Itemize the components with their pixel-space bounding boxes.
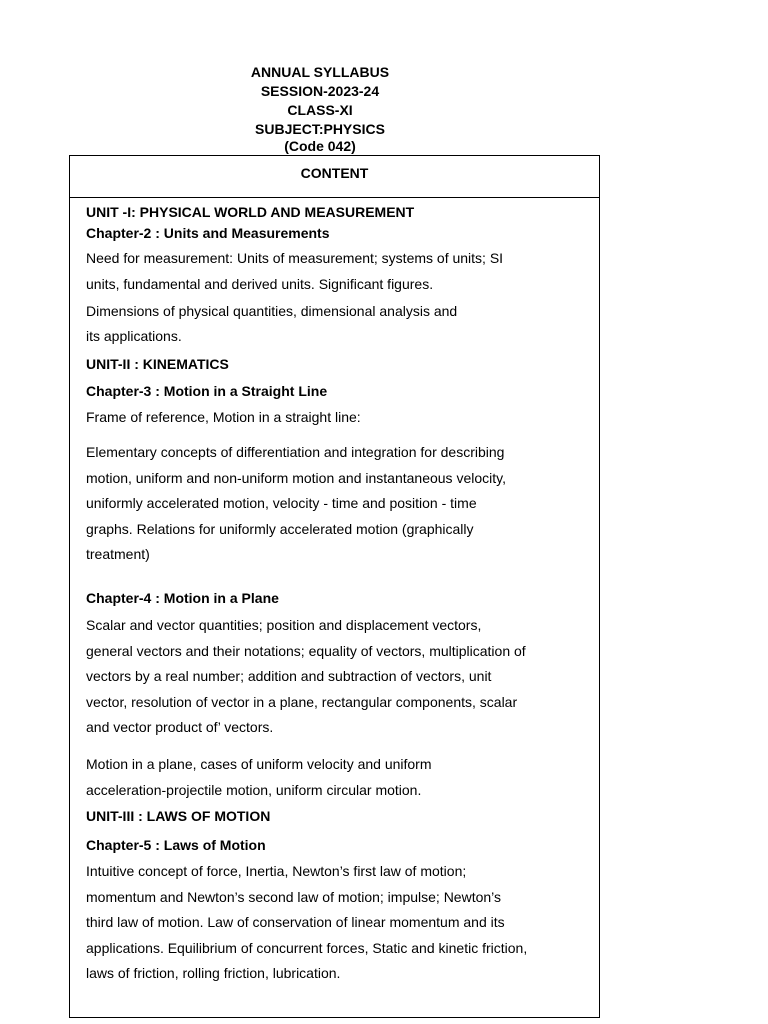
chapter-3-text-line: graphs. Relations for uniformly accelerated motion (graphically xyxy=(86,521,474,537)
header-title: ANNUAL SYLLABUS xyxy=(250,64,390,80)
chapter-4-text-line: acceleration-projectile motion, uniform circular motion. xyxy=(86,782,422,798)
unit-1-text-line: Dimensions of physical quantities, dimensional analysis and xyxy=(86,303,458,319)
chapter-4-text-line: and vector product of’ vectors. xyxy=(86,719,274,735)
chapter-4-text-line: Scalar and vector quantities; position and displacement vectors, xyxy=(86,617,482,633)
chapter-5-text-line: momentum and Newton’s second law of motion; impulse; Newton’s xyxy=(86,889,502,905)
header-session: SESSION-2023-24 xyxy=(260,83,380,99)
chapter-3-text-line: treatment) xyxy=(86,546,150,562)
unit-1-text-line: Need for measurement: Units of measurement; systems of units; SI xyxy=(86,250,504,266)
chapter-3-title: Chapter-3 : Motion in a Straight Line xyxy=(86,383,328,399)
header-class: CLASS-XI xyxy=(287,102,353,118)
document-header xyxy=(200,63,440,154)
chapter-4-text-line: Motion in a plane, cases of uniform velocity and uniform xyxy=(86,756,432,772)
chapter-4-text-line: general vectors and their notations; equality of vectors, multiplication of xyxy=(86,643,526,659)
unit-2-title: UNIT-II : KINEMATICS xyxy=(86,356,229,372)
chapter-5-title: Chapter-5 : Laws of Motion xyxy=(86,837,266,853)
unit-1-text-line: units, fundamental and derived units. Significant figures. xyxy=(86,276,434,292)
chapter-3-text-line: Frame of reference, Motion in a straight line: xyxy=(86,409,361,425)
content-heading: CONTENT xyxy=(70,156,599,198)
chapter-3-text-line: motion, uniform and non-uniform motion and instantaneous velocity, xyxy=(86,470,506,486)
chapter-5-text-line: laws of friction, rolling friction, lubrication. xyxy=(86,965,341,981)
chapter-5-text-line: third law of motion. Law of conservation of linear momentum and its xyxy=(86,914,505,930)
header-code: (Code 042) xyxy=(284,138,356,154)
chapter-5-text-line: applications. Equilibrium of concurrent forces, Static and kinetic friction, xyxy=(86,940,528,956)
chapter-3-text-line: uniformly accelerated motion, velocity - time and position - time xyxy=(86,495,477,511)
chapter-2-title: Chapter-2 : Units and Measurements xyxy=(86,225,330,241)
chapter-3-text-line: Elementary concepts of differentiation and integration for describing xyxy=(86,444,505,460)
content-table xyxy=(69,155,600,1018)
chapter-4-text-line: vectors by a real number; addition and subtraction of vectors, unit xyxy=(86,668,492,684)
chapter-4-text-line: vector, resolution of vector in a plane, rectangular components, scalar xyxy=(86,694,518,710)
header-subject: SUBJECT:PHYSICS xyxy=(255,121,385,137)
unit-1-title: UNIT -I: PHYSICAL WORLD AND MEASUREMENT xyxy=(86,204,415,220)
chapter-4-title: Chapter-4 : Motion in a Plane xyxy=(86,590,279,606)
chapter-5-text-line: Intuitive concept of force, Inertia, Newton’s first law of motion; xyxy=(86,863,467,879)
unit-3-title: UNIT-III : LAWS OF MOTION xyxy=(86,808,271,824)
unit-1-text-line: its applications. xyxy=(86,328,182,344)
